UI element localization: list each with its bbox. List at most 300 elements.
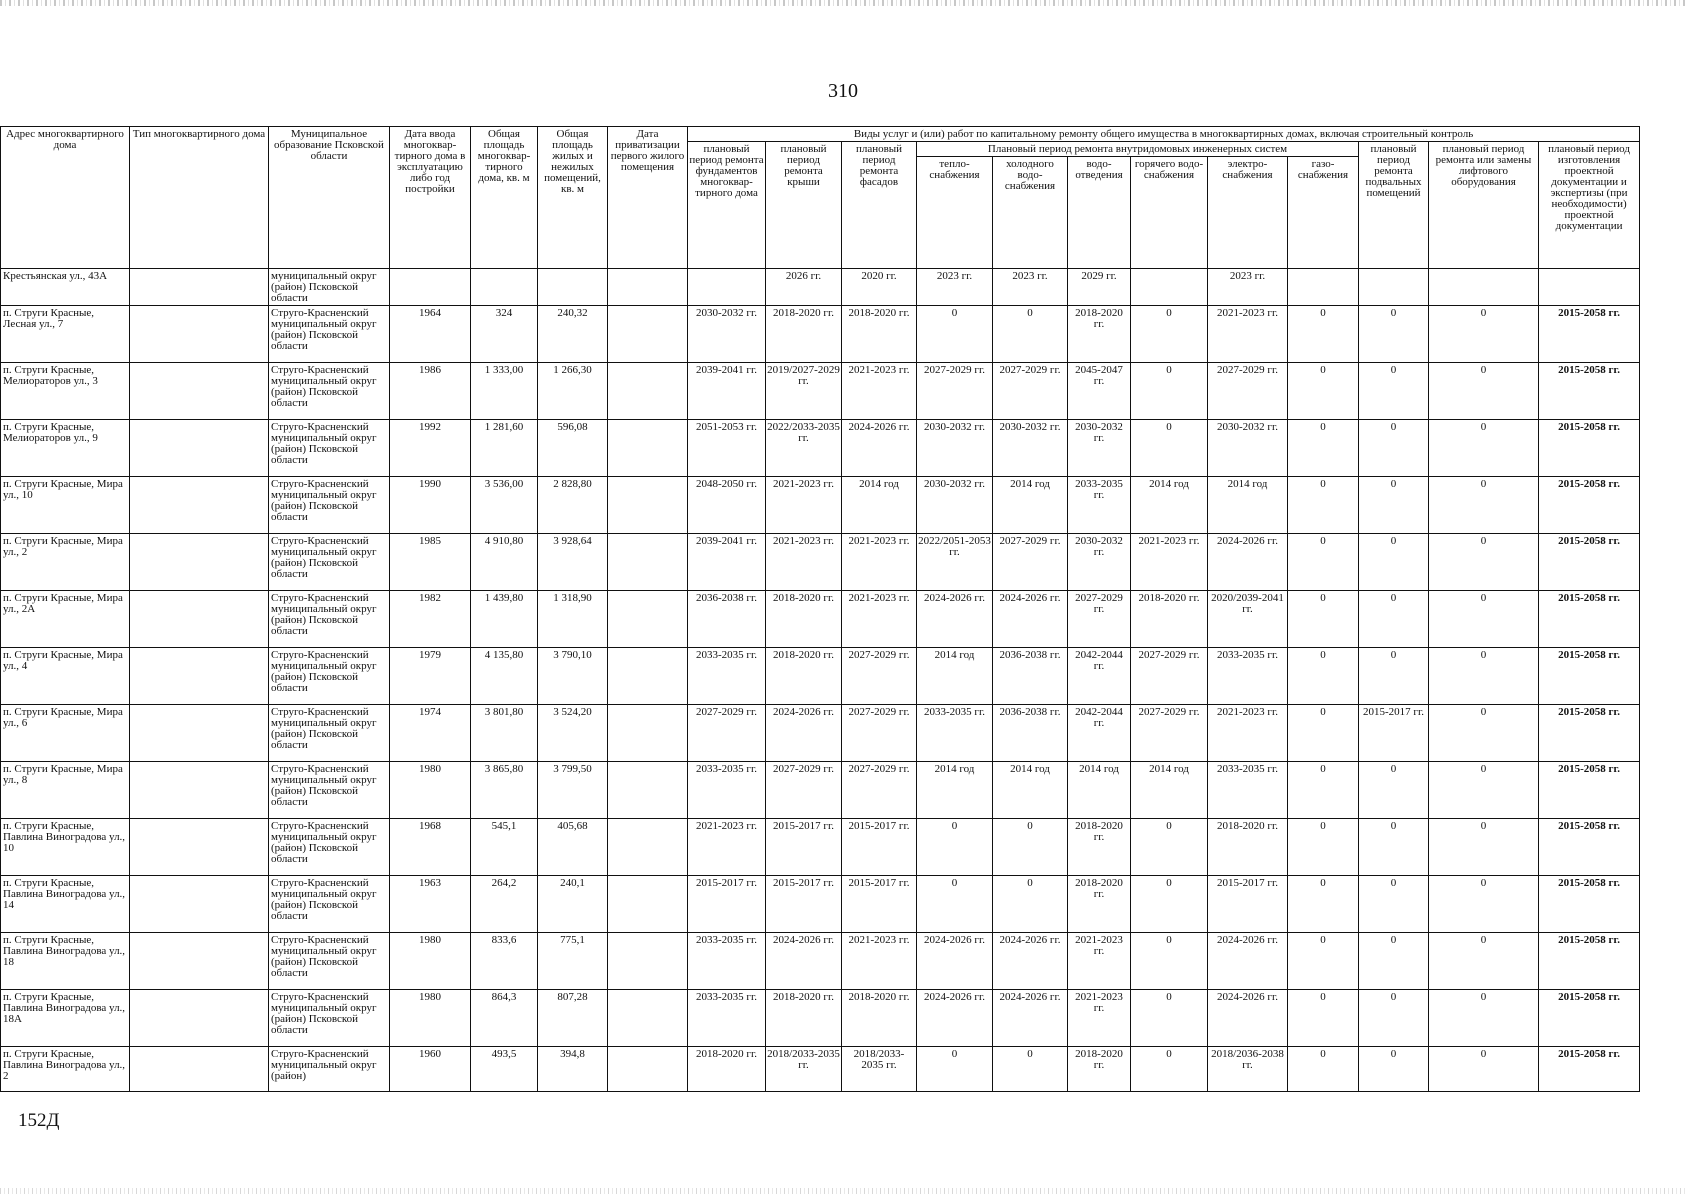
gas-supply-period-cell: 0 [1288, 477, 1359, 534]
privatization-date-cell [608, 420, 688, 477]
heat-supply-period-cell: 2023 гг. [917, 269, 993, 306]
page-number: 310 [828, 80, 858, 102]
gas-supply-period-cell: 0 [1288, 648, 1359, 705]
hot-water-period-cell: 0 [1131, 819, 1208, 876]
design-docs-period-cell: 2015-2058 гг. [1539, 762, 1640, 819]
total-area-cell [471, 269, 538, 306]
col-header-premises-area: Общая площадь жилых и нежилых помещений, кв. м [538, 127, 608, 269]
address-cell: Крестьянская ул., 43А [1, 269, 130, 306]
cold-water-period-cell: 2036-2038 гг. [993, 648, 1068, 705]
premises-area-cell [538, 269, 608, 306]
col-header-gas: газо-снабжения [1288, 157, 1359, 269]
basement-period-cell: 0 [1359, 363, 1429, 420]
col-header-foundation: плановый период ремонта фундаментов многоквар-тирного дома [688, 142, 766, 269]
premises-area-cell: 596,08 [538, 420, 608, 477]
premises-area-cell: 3 928,64 [538, 534, 608, 591]
table-row [1, 762, 1640, 819]
hot-water-period-cell: 2021-2023 гг. [1131, 534, 1208, 591]
facade-period-cell: 2014 год [842, 477, 917, 534]
elevator-period-cell: 0 [1429, 591, 1539, 648]
hot-water-period-cell: 0 [1131, 1047, 1208, 1092]
municipality-cell: Струго-Красненский муниципальный округ (район) Псковской области [269, 876, 390, 933]
facade-period-cell: 2021-2023 гг. [842, 933, 917, 990]
basement-period-cell: 0 [1359, 420, 1429, 477]
privatization-date-cell [608, 819, 688, 876]
basement-period-cell: 0 [1359, 933, 1429, 990]
elevator-period-cell: 0 [1429, 1047, 1539, 1092]
elevator-period-cell: 0 [1429, 762, 1539, 819]
capital-repair-table [0, 126, 1640, 1092]
heat-supply-period-cell: 0 [917, 1047, 993, 1092]
basement-period-cell: 0 [1359, 819, 1429, 876]
elevator-period-cell: 0 [1429, 363, 1539, 420]
col-header-drainage: водо-отведения [1068, 157, 1131, 269]
roof-period-cell: 2019/2027-2029 гг. [766, 363, 842, 420]
drainage-period-cell: 2021-2023 гг. [1068, 990, 1131, 1047]
cold-water-period-cell: 2014 год [993, 477, 1068, 534]
foundation-period-cell: 2027-2029 гг. [688, 705, 766, 762]
elevator-period-cell: 0 [1429, 648, 1539, 705]
heat-supply-period-cell: 0 [917, 819, 993, 876]
foundation-period-cell: 2018-2020 гг. [688, 1047, 766, 1092]
gas-supply-period-cell: 0 [1288, 420, 1359, 477]
col-header-privatization-date: Дата приватизации первого жилого помещения [608, 127, 688, 269]
design-docs-period-cell: 2015-2058 гг. [1539, 420, 1640, 477]
premises-area-cell: 3 790,10 [538, 648, 608, 705]
table-row [1, 420, 1640, 477]
facade-period-cell: 2021-2023 гг. [842, 591, 917, 648]
house-type-cell [130, 1047, 269, 1092]
premises-area-cell: 394,8 [538, 1047, 608, 1092]
elevator-period-cell: 0 [1429, 876, 1539, 933]
premises-area-cell: 1 318,90 [538, 591, 608, 648]
electric-supply-period-cell: 2024-2026 гг. [1208, 990, 1288, 1047]
premises-area-cell: 240,32 [538, 306, 608, 363]
total-area-cell: 324 [471, 306, 538, 363]
heat-supply-period-cell: 2027-2029 гг. [917, 363, 993, 420]
privatization-date-cell [608, 990, 688, 1047]
gas-supply-period-cell: 0 [1288, 591, 1359, 648]
municipality-cell: Струго-Красненский муниципальный округ (район) Псковской области [269, 306, 390, 363]
col-header-municipality: Муниципальное образование Псковской области [269, 127, 390, 269]
design-docs-period-cell: 2015-2058 гг. [1539, 990, 1640, 1047]
address-cell: п. Струги Красные, Мира ул., 2 [1, 534, 130, 591]
page-code: 152Д [18, 1110, 60, 1131]
premises-area-cell: 405,68 [538, 819, 608, 876]
roof-period-cell: 2021-2023 гг. [766, 477, 842, 534]
privatization-date-cell [608, 363, 688, 420]
hot-water-period-cell: 2014 год [1131, 477, 1208, 534]
privatization-date-cell [608, 705, 688, 762]
heat-supply-period-cell: 2030-2032 гг. [917, 477, 993, 534]
elevator-period-cell: 0 [1429, 705, 1539, 762]
cold-water-period-cell: 2014 год [993, 762, 1068, 819]
heat-supply-period-cell: 2014 год [917, 648, 993, 705]
elevator-period-cell: 0 [1429, 477, 1539, 534]
commission-year-cell: 1980 [390, 933, 471, 990]
scan-edge-top [0, 0, 1686, 6]
roof-period-cell: 2018-2020 гг. [766, 591, 842, 648]
heat-supply-period-cell: 0 [917, 306, 993, 363]
col-header-house-type: Тип многоквартирного дома [130, 127, 269, 269]
privatization-date-cell [608, 591, 688, 648]
municipality-cell: Струго-Красненский муниципальный округ (район) Псковской области [269, 990, 390, 1047]
gas-supply-period-cell: 0 [1288, 705, 1359, 762]
total-area-cell: 4 135,80 [471, 648, 538, 705]
privatization-date-cell [608, 762, 688, 819]
elevator-period-cell: 0 [1429, 420, 1539, 477]
col-header-systems-group: Плановый период ремонта внутридомовых инженерных систем [917, 142, 1359, 157]
gas-supply-period-cell: 0 [1288, 990, 1359, 1047]
basement-period-cell: 0 [1359, 477, 1429, 534]
gas-supply-period-cell: 0 [1288, 933, 1359, 990]
electric-supply-period-cell: 2020/2039-2041 гг. [1208, 591, 1288, 648]
premises-area-cell: 240,1 [538, 876, 608, 933]
facade-period-cell: 2021-2023 гг. [842, 534, 917, 591]
drainage-period-cell: 2014 год [1068, 762, 1131, 819]
electric-supply-period-cell: 2030-2032 гг. [1208, 420, 1288, 477]
design-docs-period-cell: 2015-2058 гг. [1539, 1047, 1640, 1092]
col-header-address: Адрес многоквартирного дома [1, 127, 130, 269]
foundation-period-cell: 2030-2032 гг. [688, 306, 766, 363]
municipality-cell: Струго-Красненский муниципальный округ (район) Псковской области [269, 591, 390, 648]
heat-supply-period-cell: 2030-2032 гг. [917, 420, 993, 477]
foundation-period-cell: 2033-2035 гг. [688, 933, 766, 990]
municipality-cell: Струго-Красненский муниципальный округ (район) Псковской области [269, 705, 390, 762]
house-type-cell [130, 648, 269, 705]
heat-supply-period-cell: 2024-2026 гг. [917, 591, 993, 648]
basement-period-cell: 0 [1359, 762, 1429, 819]
privatization-date-cell [608, 876, 688, 933]
table-row [1, 477, 1640, 534]
roof-period-cell: 2022/2033-2035 гг. [766, 420, 842, 477]
design-docs-period-cell: 2015-2058 гг. [1539, 591, 1640, 648]
commission-year-cell [390, 269, 471, 306]
foundation-period-cell: 2039-2041 гг. [688, 363, 766, 420]
col-header-elevator: плановый период ремонта или замены лифтового оборудования [1429, 142, 1539, 269]
foundation-period-cell [688, 269, 766, 306]
hot-water-period-cell: 0 [1131, 990, 1208, 1047]
col-header-commission-date: Дата ввода многоквар-тирного дома в эксплуатацию либо год постройки [390, 127, 471, 269]
house-type-cell [130, 591, 269, 648]
commission-year-cell: 1990 [390, 477, 471, 534]
facade-period-cell: 2015-2017 гг. [842, 876, 917, 933]
privatization-date-cell [608, 269, 688, 306]
drainage-period-cell: 2042-2044 гг. [1068, 648, 1131, 705]
privatization-date-cell [608, 306, 688, 363]
commission-year-cell: 1964 [390, 306, 471, 363]
basement-period-cell: 0 [1359, 1047, 1429, 1092]
drainage-period-cell: 2018-2020 гг. [1068, 1047, 1131, 1092]
gas-supply-period-cell [1288, 269, 1359, 306]
address-cell: п. Струги Красные, Мира ул., 4 [1, 648, 130, 705]
basement-period-cell: 0 [1359, 534, 1429, 591]
col-header-cold-water: холодного водо-снабжения [993, 157, 1068, 269]
table-row [1, 363, 1640, 420]
commission-year-cell: 1985 [390, 534, 471, 591]
col-header-basement: плановый период ремонта подвальных помещений [1359, 142, 1429, 269]
roof-period-cell: 2018-2020 гг. [766, 990, 842, 1047]
total-area-cell: 3 536,00 [471, 477, 538, 534]
table-row [1, 306, 1640, 363]
facade-period-cell: 2027-2029 гг. [842, 762, 917, 819]
electric-supply-period-cell: 2027-2029 гг. [1208, 363, 1288, 420]
drainage-period-cell: 2030-2032 гг. [1068, 420, 1131, 477]
address-cell: п. Струги Красные, Мира ул., 6 [1, 705, 130, 762]
table-body [1, 269, 1640, 1092]
heat-supply-period-cell: 2024-2026 гг. [917, 990, 993, 1047]
total-area-cell: 1 333,00 [471, 363, 538, 420]
roof-period-cell: 2024-2026 гг. [766, 705, 842, 762]
gas-supply-period-cell: 0 [1288, 762, 1359, 819]
hot-water-period-cell: 0 [1131, 363, 1208, 420]
cold-water-period-cell: 2027-2029 гг. [993, 534, 1068, 591]
facade-period-cell: 2018/2033-2035 гг. [842, 1047, 917, 1092]
commission-year-cell: 1968 [390, 819, 471, 876]
table-row [1, 990, 1640, 1047]
address-cell: п. Струги Красные, Павлина Виноградова ул., 10 [1, 819, 130, 876]
house-type-cell [130, 933, 269, 990]
drainage-period-cell: 2021-2023 гг. [1068, 933, 1131, 990]
hot-water-period-cell: 2014 год [1131, 762, 1208, 819]
col-header-heat: тепло-снабжения [917, 157, 993, 269]
table-row [1, 705, 1640, 762]
electric-supply-period-cell: 2018-2020 гг. [1208, 819, 1288, 876]
col-header-facade: плановый период ремонта фасадов [842, 142, 917, 269]
house-type-cell [130, 876, 269, 933]
house-type-cell [130, 269, 269, 306]
cold-water-period-cell: 2023 гг. [993, 269, 1068, 306]
house-type-cell [130, 420, 269, 477]
commission-year-cell: 1960 [390, 1047, 471, 1092]
facade-period-cell: 2015-2017 гг. [842, 819, 917, 876]
electric-supply-period-cell: 2024-2026 гг. [1208, 933, 1288, 990]
design-docs-period-cell: 2015-2058 гг. [1539, 876, 1640, 933]
house-type-cell [130, 477, 269, 534]
design-docs-period-cell: 2015-2058 гг. [1539, 534, 1640, 591]
hot-water-period-cell: 0 [1131, 420, 1208, 477]
gas-supply-period-cell: 0 [1288, 1047, 1359, 1092]
address-cell: п. Струги Красные, Мира ул., 8 [1, 762, 130, 819]
elevator-period-cell [1429, 269, 1539, 306]
privatization-date-cell [608, 534, 688, 591]
privatization-date-cell [608, 477, 688, 534]
house-type-cell [130, 762, 269, 819]
facade-period-cell: 2024-2026 гг. [842, 420, 917, 477]
cold-water-period-cell: 2030-2032 гг. [993, 420, 1068, 477]
address-cell: п. Струги Красные, Павлина Виноградова ул., 2 [1, 1047, 130, 1092]
table-row [1, 591, 1640, 648]
commission-year-cell: 1980 [390, 990, 471, 1047]
elevator-period-cell: 0 [1429, 306, 1539, 363]
premises-area-cell: 3 524,20 [538, 705, 608, 762]
foundation-period-cell: 2039-2041 гг. [688, 534, 766, 591]
foundation-period-cell: 2015-2017 гг. [688, 876, 766, 933]
total-area-cell: 4 910,80 [471, 534, 538, 591]
design-docs-period-cell [1539, 269, 1640, 306]
facade-period-cell: 2020 гг. [842, 269, 917, 306]
hot-water-period-cell: 2018-2020 гг. [1131, 591, 1208, 648]
municipality-cell: Струго-Красненский муниципальный округ (район) Псковской области [269, 762, 390, 819]
drainage-period-cell: 2029 гг. [1068, 269, 1131, 306]
cold-water-period-cell: 2024-2026 гг. [993, 591, 1068, 648]
electric-supply-period-cell: 2023 гг. [1208, 269, 1288, 306]
commission-year-cell: 1963 [390, 876, 471, 933]
municipality-cell: Струго-Красненский муниципальный округ (район) Псковской области [269, 534, 390, 591]
total-area-cell: 545,1 [471, 819, 538, 876]
commission-year-cell: 1986 [390, 363, 471, 420]
privatization-date-cell [608, 648, 688, 705]
foundation-period-cell: 2021-2023 гг. [688, 819, 766, 876]
foundation-period-cell: 2048-2050 гг. [688, 477, 766, 534]
basement-period-cell: 0 [1359, 591, 1429, 648]
total-area-cell: 493,5 [471, 1047, 538, 1092]
total-area-cell: 264,2 [471, 876, 538, 933]
total-area-cell: 3 801,80 [471, 705, 538, 762]
hot-water-period-cell: 2027-2029 гг. [1131, 648, 1208, 705]
drainage-period-cell: 2045-2047 гг. [1068, 363, 1131, 420]
municipality-cell: Струго-Красненский муниципальный округ (район) Псковской области [269, 477, 390, 534]
scan-edge-bottom [0, 1188, 1686, 1194]
electric-supply-period-cell: 2021-2023 гг. [1208, 705, 1288, 762]
hot-water-period-cell: 2027-2029 гг. [1131, 705, 1208, 762]
electric-supply-period-cell: 2015-2017 гг. [1208, 876, 1288, 933]
col-header-total-area: Общая площадь многоквар-тирного дома, кв. м [471, 127, 538, 269]
municipality-cell: Струго-Красненский муниципальный округ (район) Псковской области [269, 933, 390, 990]
municipality-cell: Струго-Красненский муниципальный округ (район) [269, 1047, 390, 1092]
basement-period-cell: 0 [1359, 648, 1429, 705]
design-docs-period-cell: 2015-2058 гг. [1539, 363, 1640, 420]
hot-water-period-cell [1131, 269, 1208, 306]
hot-water-period-cell: 0 [1131, 876, 1208, 933]
elevator-period-cell: 0 [1429, 819, 1539, 876]
col-header-hot-water: горячего водо-снабжения [1131, 157, 1208, 269]
electric-supply-period-cell: 2033-2035 гг. [1208, 762, 1288, 819]
roof-period-cell: 2018-2020 гг. [766, 648, 842, 705]
col-header-design-docs: плановый период изготовления проектной документации и экспертизы (при необходимости) проектной документации [1539, 142, 1640, 269]
facade-period-cell: 2018-2020 гг. [842, 990, 917, 1047]
facade-period-cell: 2027-2029 гг. [842, 705, 917, 762]
col-header-works-group: Виды услуг и (или) работ по капитальному ремонту общего имущества в многоквартирных домах, включая строительный контроль [688, 127, 1640, 142]
gas-supply-period-cell: 0 [1288, 876, 1359, 933]
premises-area-cell: 775,1 [538, 933, 608, 990]
roof-period-cell: 2018-2020 гг. [766, 306, 842, 363]
facade-period-cell: 2021-2023 гг. [842, 363, 917, 420]
roof-period-cell: 2015-2017 гг. [766, 876, 842, 933]
cold-water-period-cell: 0 [993, 1047, 1068, 1092]
total-area-cell: 864,3 [471, 990, 538, 1047]
drainage-period-cell: 2018-2020 гг. [1068, 876, 1131, 933]
gas-supply-period-cell: 0 [1288, 363, 1359, 420]
house-type-cell [130, 363, 269, 420]
col-header-electric: электро-снабжения [1208, 157, 1288, 269]
total-area-cell: 833,6 [471, 933, 538, 990]
table-row [1, 269, 1640, 306]
municipality-cell: Струго-Красненский муниципальный округ (район) Псковской области [269, 819, 390, 876]
gas-supply-period-cell: 0 [1288, 534, 1359, 591]
cold-water-period-cell: 0 [993, 306, 1068, 363]
foundation-period-cell: 2033-2035 гг. [688, 648, 766, 705]
cold-water-period-cell: 2036-2038 гг. [993, 705, 1068, 762]
basement-period-cell [1359, 269, 1429, 306]
municipality-cell: Струго-Красненский муниципальный округ (район) Псковской области [269, 420, 390, 477]
gas-supply-period-cell: 0 [1288, 819, 1359, 876]
basement-period-cell: 0 [1359, 990, 1429, 1047]
commission-year-cell: 1992 [390, 420, 471, 477]
address-cell: п. Струги Красные, Мелиораторов ул., 3 [1, 363, 130, 420]
total-area-cell: 1 281,60 [471, 420, 538, 477]
commission-year-cell: 1980 [390, 762, 471, 819]
cold-water-period-cell: 2024-2026 гг. [993, 933, 1068, 990]
premises-area-cell: 807,28 [538, 990, 608, 1047]
house-type-cell [130, 705, 269, 762]
heat-supply-period-cell: 2014 год [917, 762, 993, 819]
basement-period-cell: 0 [1359, 306, 1429, 363]
elevator-period-cell: 0 [1429, 990, 1539, 1047]
drainage-period-cell: 2018-2020 гг. [1068, 819, 1131, 876]
address-cell: п. Струги Красные, Павлина Виноградова ул., 18 [1, 933, 130, 990]
cold-water-period-cell: 0 [993, 819, 1068, 876]
drainage-period-cell: 2033-2035 гг. [1068, 477, 1131, 534]
cold-water-period-cell: 2027-2029 гг. [993, 363, 1068, 420]
roof-period-cell: 2018/2033-2035 гг. [766, 1047, 842, 1092]
heat-supply-period-cell: 0 [917, 876, 993, 933]
premises-area-cell: 2 828,80 [538, 477, 608, 534]
address-cell: п. Струги Красные, Мира ул., 10 [1, 477, 130, 534]
basement-period-cell: 2015-2017 гг. [1359, 705, 1429, 762]
roof-period-cell: 2021-2023 гг. [766, 534, 842, 591]
table-row [1, 819, 1640, 876]
design-docs-period-cell: 2015-2058 гг. [1539, 705, 1640, 762]
privatization-date-cell [608, 1047, 688, 1092]
municipality-cell: Струго-Красненский муниципальный округ (район) Псковской области [269, 363, 390, 420]
electric-supply-period-cell: 2033-2035 гг. [1208, 648, 1288, 705]
commission-year-cell: 1974 [390, 705, 471, 762]
cold-water-period-cell: 0 [993, 876, 1068, 933]
drainage-period-cell: 2030-2032 гг. [1068, 534, 1131, 591]
address-cell: п. Струги Красные, Мира ул., 2А [1, 591, 130, 648]
electric-supply-period-cell: 2024-2026 гг. [1208, 534, 1288, 591]
heat-supply-period-cell: 2033-2035 гг. [917, 705, 993, 762]
foundation-period-cell: 2036-2038 гг. [688, 591, 766, 648]
drainage-period-cell: 2042-2044 гг. [1068, 705, 1131, 762]
drainage-period-cell: 2018-2020 гг. [1068, 306, 1131, 363]
heat-supply-period-cell: 2024-2026 гг. [917, 933, 993, 990]
heat-supply-period-cell: 2022/2051-2053 гг. [917, 534, 993, 591]
roof-period-cell: 2024-2026 гг. [766, 933, 842, 990]
basement-period-cell: 0 [1359, 876, 1429, 933]
elevator-period-cell: 0 [1429, 534, 1539, 591]
electric-supply-period-cell: 2021-2023 гг. [1208, 306, 1288, 363]
address-cell: п. Струги Красные, Лесная ул., 7 [1, 306, 130, 363]
total-area-cell: 1 439,80 [471, 591, 538, 648]
design-docs-period-cell: 2015-2058 гг. [1539, 819, 1640, 876]
house-type-cell [130, 534, 269, 591]
design-docs-period-cell: 2015-2058 гг. [1539, 648, 1640, 705]
commission-year-cell: 1979 [390, 648, 471, 705]
electric-supply-period-cell: 2014 год [1208, 477, 1288, 534]
facade-period-cell: 2027-2029 гг. [842, 648, 917, 705]
gas-supply-period-cell: 0 [1288, 306, 1359, 363]
design-docs-period-cell: 2015-2058 гг. [1539, 933, 1640, 990]
hot-water-period-cell: 0 [1131, 306, 1208, 363]
house-type-cell [130, 306, 269, 363]
foundation-period-cell: 2033-2035 гг. [688, 990, 766, 1047]
total-area-cell: 3 865,80 [471, 762, 538, 819]
facade-period-cell: 2018-2020 гг. [842, 306, 917, 363]
table-row [1, 534, 1640, 591]
electric-supply-period-cell: 2018/2036-2038 гг. [1208, 1047, 1288, 1092]
